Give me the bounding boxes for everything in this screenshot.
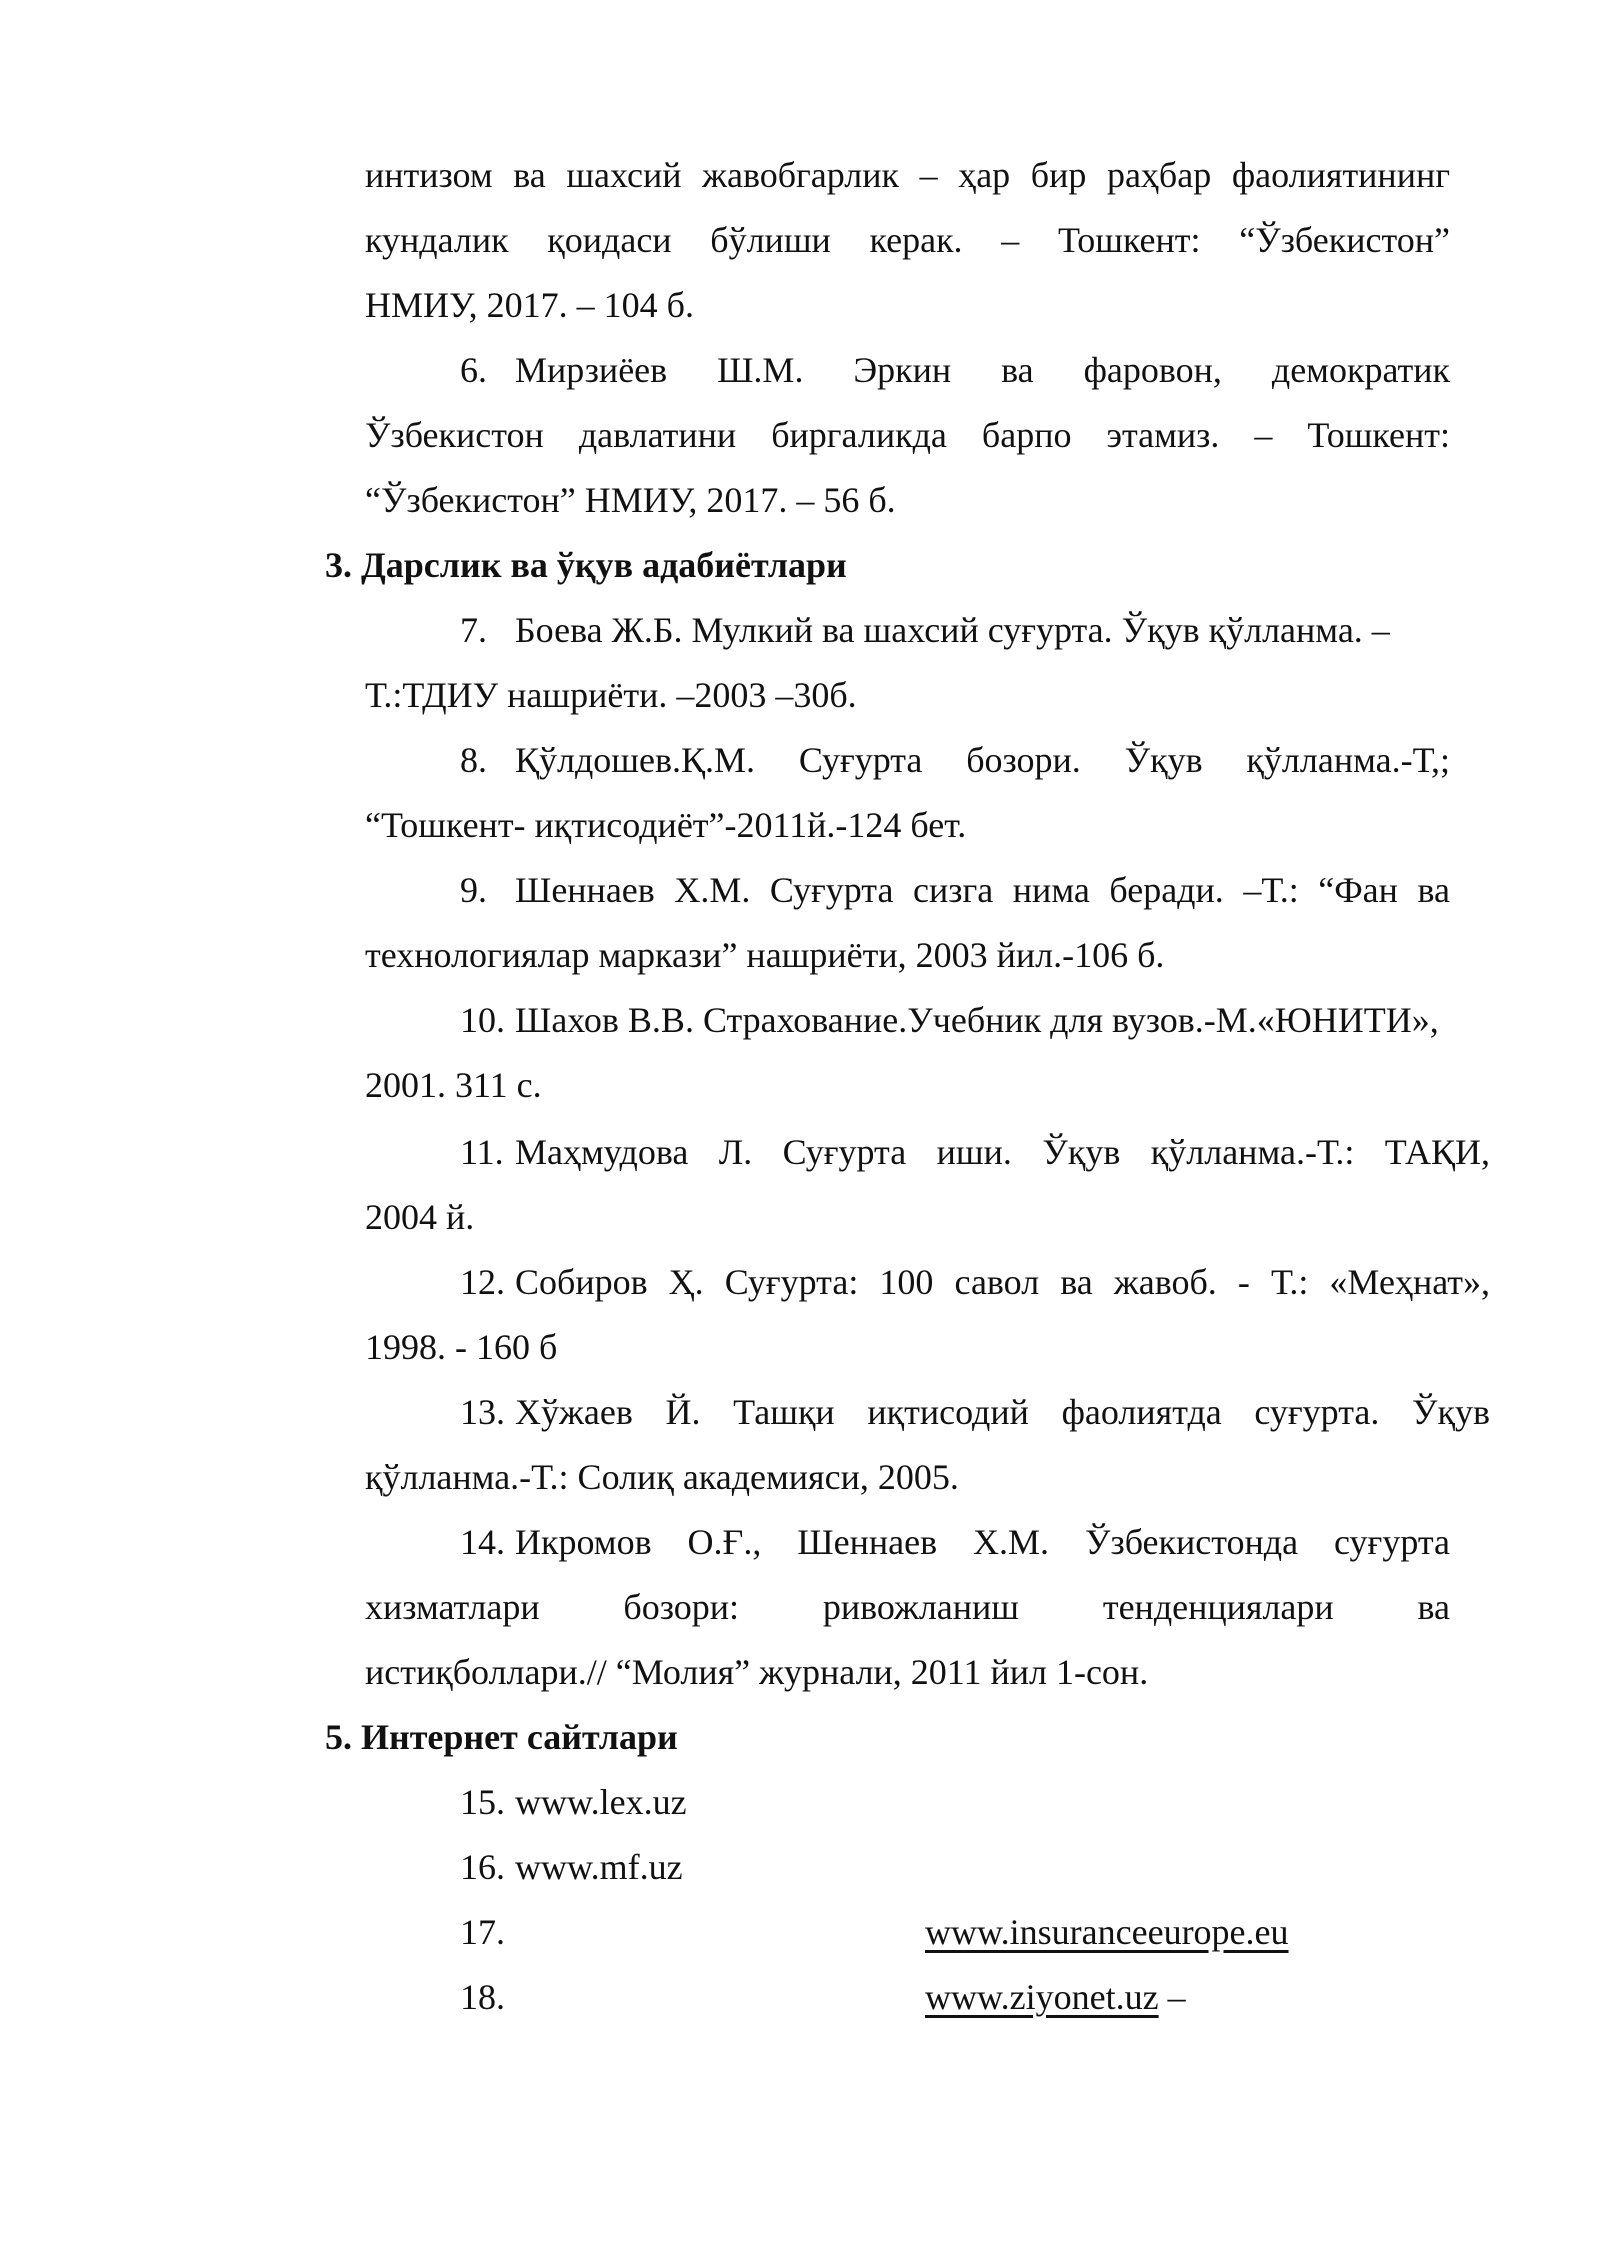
item-number: 10. — [460, 1000, 505, 1040]
item-number: 14. — [460, 1522, 505, 1562]
item-text: Икромов О.Ғ., Шеннаев Х.М. Ўзбекистонда суғурта — [515, 1522, 1450, 1562]
item-number: 6. — [460, 350, 487, 390]
website-text: www.mf.uz — [515, 1847, 683, 1887]
reference-item-8 — [365, 728, 1450, 858]
item-number: 17. — [460, 1912, 505, 1952]
reference-item-13 — [365, 1380, 1490, 1510]
text-line: технологиялар маркази” нашриёти, 2003 йил.-106 б. — [365, 935, 1165, 975]
item-number: 18. — [460, 1977, 505, 2017]
website-link[interactable]: www.insuranceeurope.eu — [925, 1912, 1289, 1952]
text-line — [365, 988, 1490, 1053]
reference-item-12 — [365, 1250, 1490, 1380]
text-line — [365, 1510, 1450, 1575]
reference-item-9 — [365, 858, 1450, 988]
website-text: www.lex.uz — [515, 1782, 687, 1822]
text-line: 2001. 311 с. — [365, 1065, 542, 1105]
item-number: 11. — [460, 1132, 504, 1172]
text-line: “Ўзбекистон” НМИУ, 2017. – 56 б. — [365, 480, 896, 520]
item-text: Мирзиёев Ш.М. Эркин ва фаровон, демократик — [515, 350, 1450, 390]
text-line — [365, 858, 1450, 923]
item-text: Маҳмудова Л. Суғурта иши. Ўқув қўлланма.-Т.: ТАҚИ, — [515, 1132, 1490, 1172]
item-text: Боева Ж.Б. Мулкий ва шахсий суғурта. Ўқув қўлланма. – — [515, 610, 1390, 650]
text-line: кундалик қоидаси бўлиши керак. – Тошкент: “Ўзбекистон” — [365, 220, 1450, 260]
trailing-dash: – — [1158, 1977, 1186, 2017]
reference-continuation — [365, 143, 1450, 338]
text-line — [365, 1120, 1490, 1185]
reference-item-6 — [365, 338, 1450, 533]
section-heading-textbooks: 3. Дарслик ва ўқув адабиётлари — [325, 545, 847, 585]
text-line: истиқболлари.// “Молия” журнали, 2011 йил 1-сон. — [365, 1652, 1149, 1692]
text-line — [365, 598, 1450, 663]
item-number: 16. — [460, 1847, 505, 1887]
reference-item-14 — [365, 1510, 1450, 1705]
item-number: 15. — [460, 1782, 505, 1822]
website-link-row — [925, 1965, 1186, 2030]
text-line: НМИУ, 2017. – 104 б. — [365, 285, 694, 325]
item-number: 12. — [460, 1262, 505, 1302]
section-heading-websites: 5. Интернет сайтлари — [325, 1717, 678, 1757]
reference-item-7 — [365, 598, 1450, 728]
text-line: “Тошкент- иқтисодиёт”-2011й.-124 бет. — [365, 805, 967, 845]
reference-item-11 — [365, 1120, 1490, 1250]
website-link[interactable]: www.ziyonet.uz — [925, 1977, 1159, 2017]
reference-item-10 — [365, 988, 1490, 1118]
text-line: 1998. - 160 б — [365, 1327, 558, 1367]
text-line: Т.:ТДИУ нашриёти. –2003 –30б. — [365, 675, 857, 715]
text-line — [365, 338, 1450, 403]
website-link-row — [925, 1900, 1289, 1965]
item-text: Хўжаев Й. Ташқи иқтисодий фаолиятда суғурта. Ўқув — [515, 1392, 1490, 1432]
text-line — [365, 728, 1450, 793]
item-number: 7. — [460, 610, 487, 650]
text-line — [365, 1250, 1490, 1315]
text-line — [365, 1380, 1490, 1445]
item-number: 9. — [460, 870, 487, 910]
item-number: 8. — [460, 740, 487, 780]
text-line: Ўзбекистон давлатини биргаликда барпо этамиз. – Тошкент: — [365, 415, 1450, 455]
text-line: қўлланма.-Т.: Солиқ академияси, 2005. — [365, 1457, 959, 1497]
item-text: Қўлдошев.Қ.М. Суғурта бозори. Ўқув қўлланма.-Т,; — [515, 740, 1450, 780]
item-number: 13. — [460, 1392, 505, 1432]
text-line: интизом ва шахсий жавобгарлик – ҳар бир раҳбар фаолиятининг — [365, 155, 1450, 195]
item-text: Шахов В.В. Страхование.Учебник для вузов.-М.«ЮНИТИ», — [515, 1000, 1439, 1040]
text-line: 2004 й. — [365, 1197, 475, 1237]
text-line: хизматлари бозори: ривожланиш тенденциялари ва — [365, 1587, 1450, 1627]
item-text: Собиров Ҳ. Суғурта: 100 савол ва жавоб. - Т.: «Меҳнат», — [515, 1262, 1490, 1302]
item-text: Шеннаев Х.М. Суғурта сизга нима беради. –Т.: “Фан ва — [515, 870, 1450, 910]
